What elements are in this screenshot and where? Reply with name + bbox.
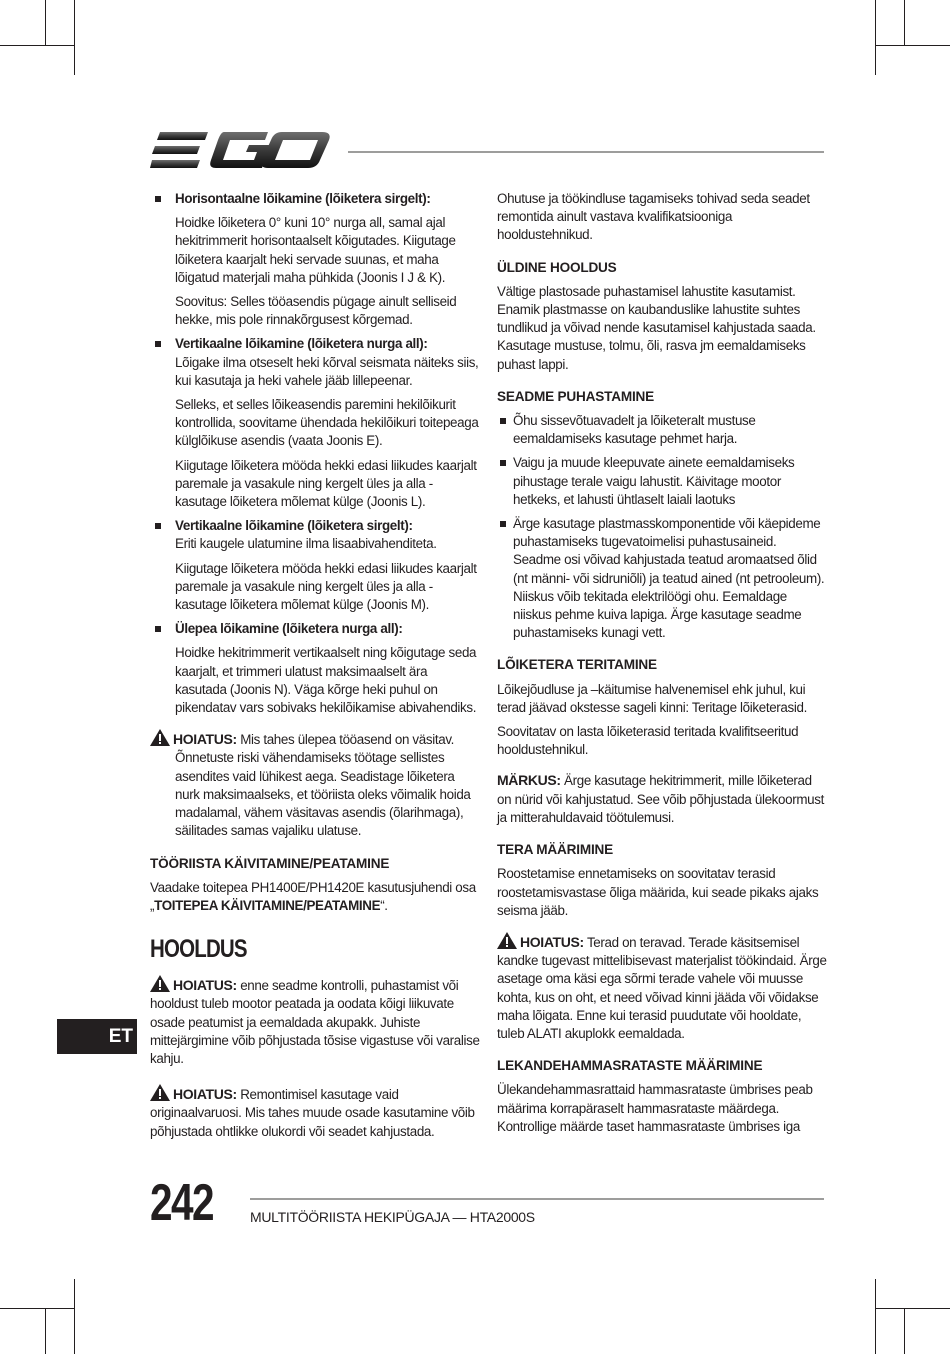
text-bold: TOITEPEA KÄIVITAMINE/PEATAMINE xyxy=(154,897,381,913)
warning-label: HOIATUS: xyxy=(173,977,237,994)
crop-mark xyxy=(875,0,876,75)
warning-label: HOIATUS: xyxy=(173,731,237,748)
paragraph: Soovitatav on lasta lõiketerasid teritada kvalifitseeritud hooldustehnikul. xyxy=(497,724,799,758)
cleaning-bullet: Ärge kasutage plastmasskomponentide või käepideme puhastamiseks tugevatoimelisi puhastusaineid. Seadme osi võivad kahjustada teatud aromaatsed õlid (nt männi- või sidruniõli) ja teatud ained (nt petrooleum). Niiskus võib tekitada elektrilöögi ohu. Eemaldage niiskus pehme kuiva lapiga. Ärge kasutage seadme puhastamiseks kunagi vett. xyxy=(497,515,827,642)
warning-text: Mis tahes ülepea tööasend on väsitav. Õnnetuste riski vähendamiseks töötage sellistes asendites vaid lühikest aega. Seadistage lõiketera nurk maksimaalseks, et tööriista oleks võimalik hoida madalamal, vähem väsitavas asendis (õlarihmaga), säilitades samas vajaliku ulatuse. xyxy=(175,732,471,839)
heading-maintenance: HOOLDUS xyxy=(150,935,247,964)
warning-icon xyxy=(150,975,170,992)
warning-overhead xyxy=(150,729,480,840)
bullet-title: Horisontaalne lõikamine (lõiketera sirgelt): xyxy=(175,191,431,206)
bullet-text: Eriti kaugele ulatumine ilma lisaabivahenditeta. xyxy=(175,536,437,552)
warning-text: Remontimisel kasutage vaid originaalvaruosi. Mis tahes muude osade kasutamine võib põhjustada ohtlikke olukordi või seadet kahjustada. xyxy=(150,1087,475,1139)
crop-mark xyxy=(45,0,46,45)
language-tab: ET xyxy=(57,1019,137,1054)
bullet-overhead xyxy=(150,620,480,638)
bullet-text: Lõigake ilma otseselt heki kõrval seismata näiteks siis, kui kasutaja ja heki vahele jääb lillepeenar. xyxy=(175,354,479,388)
paragraph: Hoidke hekitrimmerit vertikaalselt ning kõigutage seda kaarjalt, et trimmeri ulatust maksimaalselt ära kasutada (Joonis N). Väga kõrge heki puhul on pikendatav vars sobivaks hekilõikamise abivahendiks. xyxy=(175,645,477,716)
bullet-title: Ülepea lõikamine (lõiketera nurga all): xyxy=(175,621,403,637)
heading-general-maintenance: ÜLDINE HOOLDUS xyxy=(497,259,617,275)
paragraph: Ülekandehammasrattaid hammasrataste ümbrises peab määrima korrapäraselt hammasrataste määrdega. Kontrollige määrde taset hammasrataste ümbrises iga xyxy=(497,1082,813,1134)
bullet-horizontal-straight xyxy=(150,190,480,208)
note-text: Ärge kasutage hekitrimmerit, mille lõiketerad on nürid või kahjustatud. See võib põhjustada ülekoormust ja mitterahuldavaid töötulemusi. xyxy=(497,773,824,825)
warning-icon xyxy=(497,932,517,949)
paragraph: Lõikejõudluse ja –käitumise halvenemisel ehk juhul, kui terad jäävad okstesse sageli kinni: Teritage lõiketerasid. xyxy=(497,681,807,715)
crop-mark xyxy=(904,0,905,45)
warning-text: enne seadme kontrolli, puhastamist või hooldust tuleb mootor peatada ja oodata kõigi liikuvate osade peatumist ja eemaldada akupakk. Juhiste mittejärgimine võib põhjustada tõsise vigastuse või varalise kahju. xyxy=(150,978,480,1066)
right-column xyxy=(497,190,827,1142)
heading-gear-lubrication: LEKANDEHAMMASRATASTE MÄÄRIMINE xyxy=(497,1058,763,1074)
warning-maintenance xyxy=(150,975,480,1068)
footer-title: MULTITÖÖRIISTA HEKIPÜGAJA — HTA2000S xyxy=(250,1209,535,1225)
note xyxy=(497,771,827,827)
crop-mark xyxy=(74,1279,75,1354)
bullet-vertical-straight xyxy=(150,517,480,553)
header-rule xyxy=(348,151,824,153)
cleaning-bullet: Vaigu ja muude kleepuvate ainete eemaldamiseks pihustage terale vaigu lahustit. Käivitage mootor hetkeks, et lahusti ühtlaselt laiali laotuks xyxy=(497,454,827,509)
crop-mark xyxy=(74,0,75,75)
left-column xyxy=(150,190,480,1147)
note-label: MÄRKUS: xyxy=(497,772,561,789)
bullet-vertical-angled xyxy=(150,335,480,390)
paragraph: Kiigutage lõiketera mööda hekki edasi liikudes kaarjalt paremale ja vasakule ning kergelt üles ja alla - kasutage lõiketera mõlemat külge (Joonis L). xyxy=(175,457,477,510)
page-number: 242 xyxy=(150,1174,213,1232)
warning-label: HOIATUS: xyxy=(173,1086,237,1103)
warning-icon xyxy=(150,729,170,746)
footer-rule xyxy=(250,1198,824,1200)
warning-text: Terad on teravad. Terade käsitsemisel kandke tugevast mittelibisevast materjalist töökindaid. Ärge asetage oma käsi ega sõrmi terade vahele või muusse kohta, kus on oht, et need võivad kinni jääda või võidakse maha lõigata. Enne kui terasid puudutate või hooldate, tuleb ALATI akuplokk eemaldada. xyxy=(497,934,827,1041)
bullet-title: Vertikaalne lõikamine (lõiketera nurga all): xyxy=(175,336,428,352)
crop-mark xyxy=(875,1279,876,1354)
heading-start-stop: TÖÖRIISTA KÄIVITAMINE/PEATAMINE xyxy=(150,855,390,871)
paragraph: Ohutuse ja töökindluse tagamiseks tohivad seda seadet remontida ainult vastava kvalifikatsiooniga hooldustehnikud. xyxy=(497,191,810,243)
paragraph: Kiigutage lõiketera mööda hekki edasi liikudes kaarjalt paremale ja vasakule ning kergelt üles ja alla - kasutage lõiketera mõlemat külge (Joonis M). xyxy=(175,560,477,613)
ego-logo xyxy=(150,130,332,172)
heading-sharpening: LÕIKETERA TERITAMINE xyxy=(497,657,657,673)
text-part: “. xyxy=(380,897,388,913)
crop-mark xyxy=(904,1309,905,1354)
start-stop-text xyxy=(150,879,480,915)
heading-cleaning: SEADME PUHASTAMINE xyxy=(497,388,655,404)
heading-blade-lubrication: TERA MÄÄRIMINE xyxy=(497,842,614,858)
warning-label: HOIATUS: xyxy=(520,933,584,950)
bullet-title: Vertikaalne lõikamine (lõiketera sirgelt): xyxy=(175,518,413,534)
crop-mark xyxy=(0,45,75,46)
paragraph: Selleks, et selles lõikeasendis paremini hekilõikurit kontrollida, soovitame ühendada hekilõikuri toitepeaga külglõikuse asendis (vaata Joonis E). xyxy=(175,397,479,449)
paragraph: Hoidke lõiketera 0° kuni 10° nurga all, samal ajal hekitrimmerit horisontaalselt kõigutades. Kiigutage lõiketera kaarjalt heki servade suunas, et maha lõigatud materjali maha pühkida (Joonis I J & K). xyxy=(175,215,456,285)
crop-mark xyxy=(45,1309,46,1354)
warning-spare-parts xyxy=(150,1084,480,1141)
text-part: Vaadake toitepea PH1400E/PH1420E kasutusjuhendi osa „ xyxy=(150,879,476,913)
warning-blades xyxy=(497,932,827,1043)
paragraph: Roostetamise ennetamiseks on soovitatav terasid roostetamisvastase õliga määrida, kui seade pikaks ajaks seisma jääb. xyxy=(497,866,819,918)
crop-mark xyxy=(875,1308,950,1309)
cleaning-bullet: Õhu sissevõtuavadelt ja lõiketeralt mustuse eemaldamiseks kasutage pehmet harja. xyxy=(497,412,827,448)
paragraph: Vältige plastosade puhastamisel lahustite kasutamist. Enamik plastmasse on kaubanduslike lahustite suhtes tundlikud ja võivad nende kasutamisel kahjustada saada. Kasutage mustuse, tolmu, õli, rasva jm eemaldamiseks puhast lappi. xyxy=(497,283,816,372)
warning-icon xyxy=(150,1084,170,1101)
crop-mark xyxy=(0,1308,75,1309)
paragraph: Soovitus: Selles tööasendis pügage ainult selliseid hekke, mis pole rinnakõrgusest kõrgemad. xyxy=(175,294,457,328)
crop-mark xyxy=(875,45,950,46)
